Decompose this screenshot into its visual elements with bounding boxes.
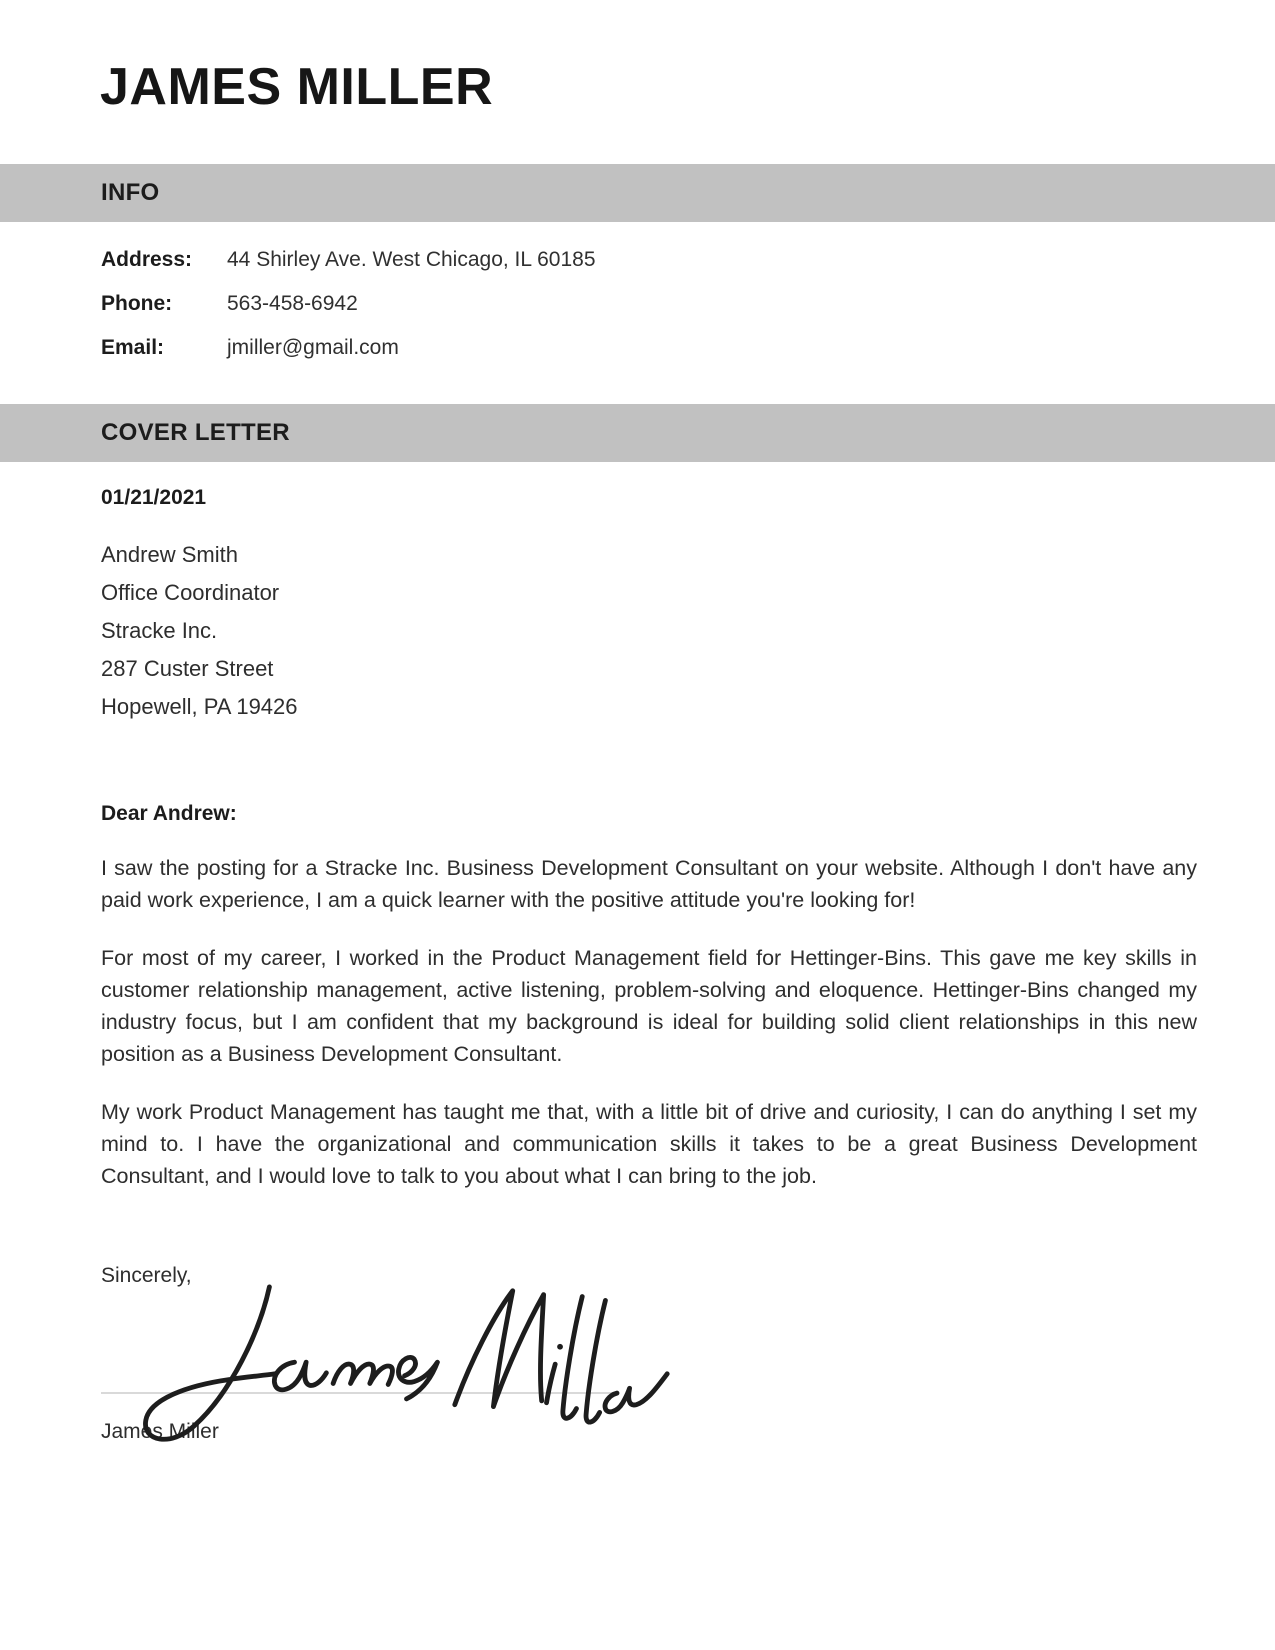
- recipient-job-title: Office Coordinator: [101, 580, 280, 605]
- recipient-block: [101, 536, 1197, 726]
- salutation: Dear Andrew:: [101, 802, 237, 825]
- closing-salutation: Sincerely,: [101, 1264, 192, 1287]
- recipient-company: Stracke Inc.: [101, 618, 218, 643]
- cover-letter-body: [0, 486, 1275, 1444]
- phone-value: 563-458-6942: [227, 292, 358, 315]
- recipient-street: 287 Custer Street: [101, 656, 274, 681]
- letter-paragraph-2: For most of my career, I worked in the Product Management field for Hettinger-Bins. This gave me key skills in customer relationship management, active listening, problem-solving and eloquence. Hettinger-Bins changed my industry focus, but I am confident that my background is ideal for building solid client relationships in this new position as a Business Development Consultant.: [101, 946, 1197, 1066]
- info-section-title: INFO: [101, 179, 160, 206]
- typed-signature-name: James Miller: [101, 1420, 219, 1443]
- address-value: 44 Shirley Ave. West Chicago, IL 60185: [227, 248, 596, 271]
- signature-image: [113, 1278, 673, 1458]
- phone-label: Phone:: [101, 292, 173, 315]
- letter-paragraph-1: I saw the posting for a Stracke Inc. Business Development Consultant on your website. Although I don't have any paid work experience, I am a quick learner with the positive attitude you're looking for!: [101, 856, 1197, 912]
- info-section-banner: [0, 164, 1275, 222]
- info-fields: [0, 222, 1275, 360]
- cover-letter-section-banner: [0, 404, 1275, 462]
- address-label: Address:: [101, 248, 193, 271]
- info-row-address: [101, 248, 1197, 272]
- recipient-city-state-zip: Hopewell, PA 19426: [101, 694, 298, 719]
- letter-date: 01/21/2021: [101, 486, 207, 509]
- recipient-name: Andrew Smith: [101, 542, 238, 567]
- email-label: Email:: [101, 336, 165, 359]
- page-title: JAMES MILLER: [100, 58, 494, 116]
- cover-letter-section-title: COVER LETTER: [101, 419, 290, 446]
- info-row-email: [101, 336, 1197, 360]
- info-row-phone: [101, 292, 1197, 316]
- signature-area: [101, 1288, 1197, 1420]
- email-value: jmiller@gmail.com: [227, 336, 399, 359]
- letter-paragraph-3: My work Product Management has taught me that, with a little bit of drive and curiosity, I can do anything I set my mind to. I have the organizational and communication skills it takes to be a great Business Development Consultant, and I would love to talk to you about what I can bring to the job.: [101, 1100, 1197, 1188]
